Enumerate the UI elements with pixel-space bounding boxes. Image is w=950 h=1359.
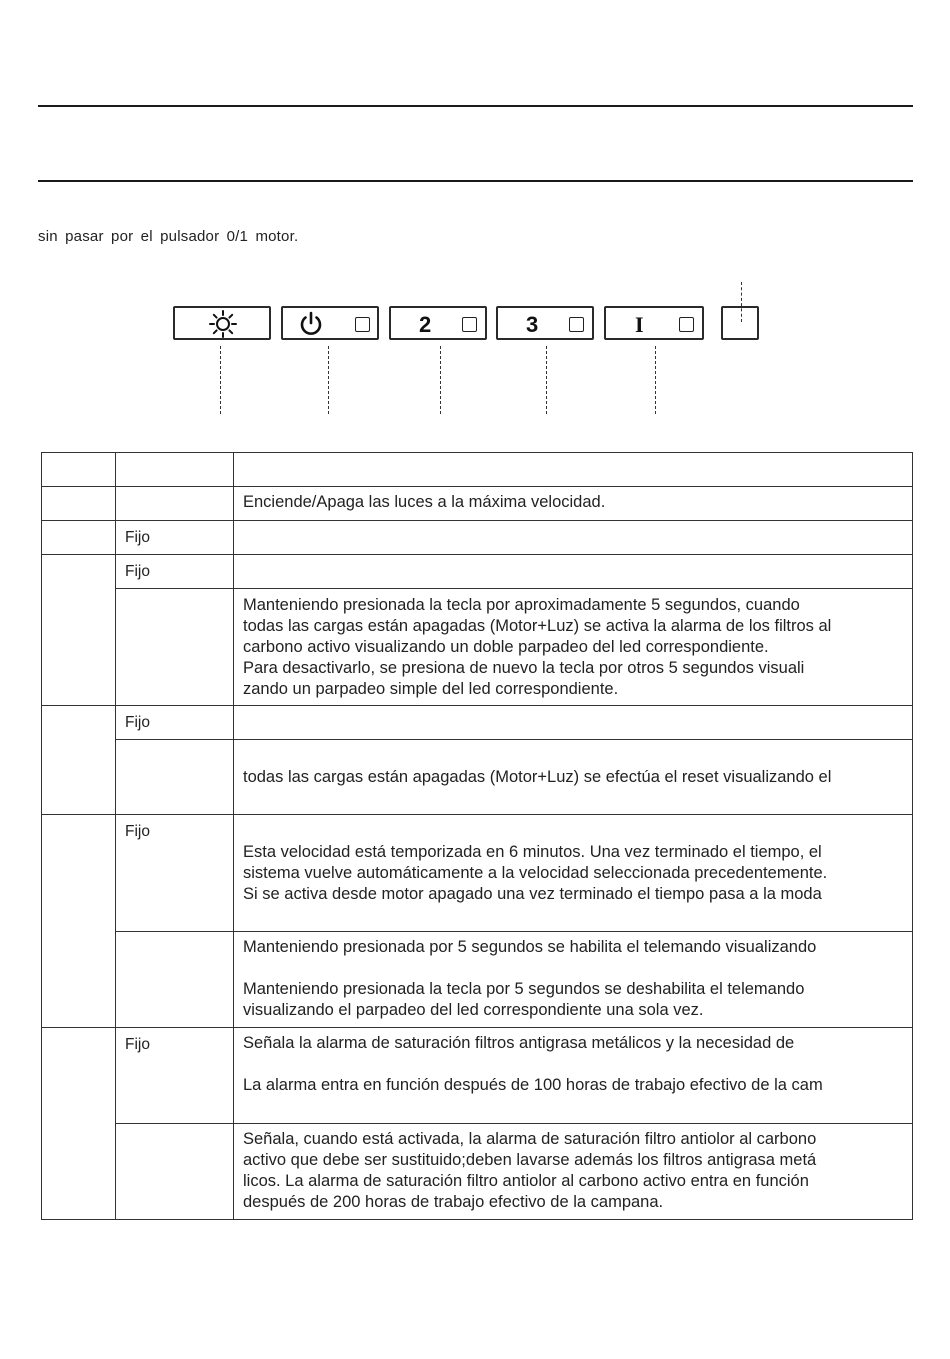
mode-cell: Fijo bbox=[116, 555, 234, 589]
table-row bbox=[42, 589, 913, 706]
table-header-row bbox=[42, 453, 913, 487]
description-line: Si se activa desde motor apagado una vez terminado el tiempo pasa a la moda bbox=[243, 885, 822, 903]
key-cell bbox=[42, 555, 116, 706]
description-line: licos. La alarma de saturación filtro antiolor al carbono activo entra en función bbox=[243, 1172, 809, 1190]
description-line: todas las cargas están apagadas (Motor+Luz) se activa la alarma de los filtros al bbox=[243, 617, 832, 635]
speed-3-key bbox=[496, 306, 594, 340]
key-cell bbox=[42, 487, 116, 521]
key-cell bbox=[42, 815, 116, 1028]
table-row bbox=[42, 815, 913, 932]
description-line: Esta velocidad está temporizada en 6 minutos. Una vez terminado el tiempo, el bbox=[243, 843, 822, 861]
light-leader-line bbox=[220, 346, 221, 414]
description-line: después de 200 horas de trabajo efectivo de la campana. bbox=[243, 1193, 664, 1211]
description-gap bbox=[243, 958, 906, 979]
description-line: Señala la alarma de saturación filtros antigrasa metálicos y la necesidad de bbox=[243, 1034, 795, 1052]
table-row bbox=[42, 1028, 913, 1124]
mode-cell bbox=[116, 740, 234, 815]
mode-cell bbox=[116, 589, 234, 706]
speed-2-label: 2 bbox=[419, 312, 432, 337]
description-line: Para desactivarlo, se presiona de nuevo la tecla por otros 5 segundos visuali bbox=[243, 659, 805, 677]
description-line: sistema vuelve automáticamente a la velocidad seleccionada precedentemente. bbox=[243, 864, 828, 882]
description-cell bbox=[234, 706, 913, 740]
table-cell bbox=[234, 453, 913, 487]
description-line: visualizando el parpadeo del led correspondiente una sola vez. bbox=[243, 1001, 704, 1019]
description-cell bbox=[234, 521, 913, 555]
intensive-key bbox=[604, 306, 704, 340]
speed-3-led-indicator bbox=[569, 317, 584, 332]
mode-cell bbox=[116, 1124, 234, 1220]
table-row bbox=[42, 521, 913, 555]
remote-receiver-window bbox=[721, 306, 759, 340]
description-cell bbox=[234, 487, 913, 521]
table-row bbox=[42, 932, 913, 1028]
description-line: La alarma entra en función después de 100 horas de trabajo efectivo de la cam bbox=[243, 1076, 823, 1094]
description-cell bbox=[234, 1028, 913, 1124]
intensive-label: I bbox=[635, 312, 644, 337]
receiver-leader-line bbox=[741, 282, 742, 322]
power-led-indicator bbox=[355, 317, 370, 332]
speed-2-leader-line bbox=[440, 346, 441, 414]
description-line: Manteniendo presionada la tecla por 5 segundos se deshabilita el telemando bbox=[243, 980, 805, 998]
table-cell bbox=[116, 453, 234, 487]
second-rule bbox=[38, 180, 913, 182]
description-line: Manteniendo presionada por 5 segundos se habilita el telemando visualizando bbox=[243, 938, 817, 956]
description-line: Manteniendo presionada la tecla por aproximadamente 5 segundos, cuando bbox=[243, 596, 800, 614]
function-table bbox=[41, 452, 913, 1220]
mode-cell bbox=[116, 487, 234, 521]
description-cell bbox=[234, 932, 913, 1028]
description-cell bbox=[234, 555, 913, 589]
description-line: activo que debe ser sustituido;deben lavarse además los filtros antigrasa metá bbox=[243, 1151, 817, 1169]
mode-cell bbox=[116, 932, 234, 1028]
description-cell bbox=[234, 589, 913, 706]
light-sun-icon bbox=[208, 309, 238, 339]
table-row bbox=[42, 555, 913, 589]
description-cell bbox=[234, 740, 913, 815]
description-gap bbox=[243, 821, 906, 842]
description-line: Señala, cuando está activada, la alarma de saturación filtro antiolor al carbono bbox=[243, 1130, 817, 1148]
light-key bbox=[173, 306, 271, 340]
table-row bbox=[42, 706, 913, 740]
speed-3-leader-line bbox=[546, 346, 547, 414]
intensive-led-indicator bbox=[679, 317, 694, 332]
description-line: Enciende/Apaga las luces a la máxima velocidad. bbox=[243, 493, 606, 511]
description-line: zando un parpadeo simple del led correspondiente. bbox=[243, 680, 619, 698]
description-line: carbono activo visualizando un doble parpadeo del led correspondiente. bbox=[243, 638, 769, 656]
description-gap bbox=[243, 1054, 906, 1075]
power-key bbox=[281, 306, 379, 340]
mode-cell: Fijo bbox=[116, 815, 234, 932]
description-cell bbox=[234, 1124, 913, 1220]
mode-cell: Fijo bbox=[116, 706, 234, 740]
table-row bbox=[42, 1124, 913, 1220]
key-cell bbox=[42, 706, 116, 815]
speed-2-led-indicator bbox=[462, 317, 477, 332]
speed-3-label: 3 bbox=[526, 312, 539, 337]
table-row bbox=[42, 487, 913, 521]
mode-cell: Fijo bbox=[116, 1028, 234, 1124]
intensive-leader-line bbox=[655, 346, 656, 414]
mode-cell: Fijo bbox=[116, 521, 234, 555]
power-leader-line bbox=[328, 346, 329, 414]
speed-2-key bbox=[389, 306, 487, 340]
top-rule bbox=[38, 105, 913, 107]
description-line: todas las cargas están apagadas (Motor+Luz) se efectúa el reset visualizando el bbox=[243, 768, 832, 786]
description-cell bbox=[234, 815, 913, 932]
key-cell bbox=[42, 521, 116, 555]
control-panel-diagram bbox=[0, 280, 950, 420]
table-cell bbox=[42, 453, 116, 487]
table-row bbox=[42, 740, 913, 815]
intro-text: sin pasar por el pulsador 0/1 motor. bbox=[38, 228, 299, 245]
key-cell bbox=[42, 1028, 116, 1220]
power-icon bbox=[297, 310, 325, 338]
description-gap bbox=[243, 746, 906, 767]
